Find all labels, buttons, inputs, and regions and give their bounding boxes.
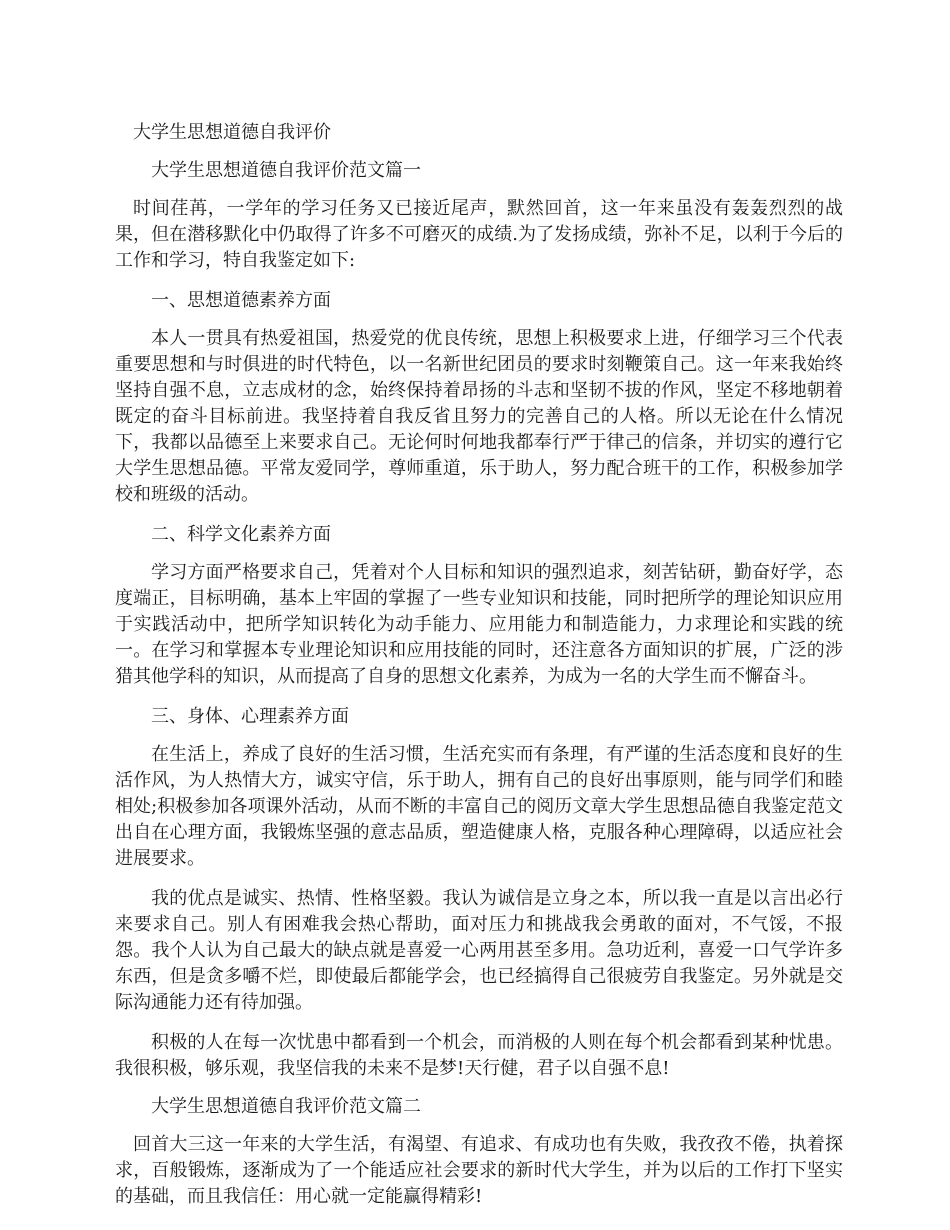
section-body-science: 学习方面严格要求自己，凭着对个人目标和知识的强烈追求，刻苦钻研，勤奋好学，态度端正，目标明确，基本上牢固的掌握了一些专业知识和技能，同时把所学的理论知识应用于实践活动中，把所学知识转化为动手能力、应用能力和制造能力，力求理论和实践的统一。在学习和掌握本专业理论知识和应用技能的同时，还注意各方面知识的扩展，广泛的涉猎其他学科的知识，从而提高了自身的思想文化素养，为成为一名的大学生而不懈奋斗。 [115, 562, 843, 687]
section-heading-moral: 一、思想道德素养方面 [151, 290, 331, 311]
subtitle-part-two: 大学生思想道德自我评价范文篇二 [151, 1096, 421, 1117]
part-two-paragraph: 回首大三这一年来的大学生活，有渴望、有追求、有成功也有失败，我孜孜不倦，执着探求，百般锻炼，逐渐成为了一个能适应社会要求的新时代大学生，并为以后的工作打下坚实的基础，而且我信任：用心就一定能赢得精彩! [115, 1134, 843, 1207]
document-title: 大学生思想道德自我评价 [133, 122, 331, 143]
section-body-health: 在生活上，养成了良好的生活习惯，生活充实而有条理，有严谨的生活态度和良好的生活作风，为人热情大方，诚实守信，乐于助人，拥有自己的良好出事原则，能与同学们和睦相处;积极参加各项课外活动，从而不断的丰富自己的阅历文章大学生思想品德自我鉴定范文出自在心理方面，我锻炼坚强的意志品质，塑造健康人格，克服各种心理障碍，以适应社会进展要求。 [115, 744, 843, 869]
intro-paragraph: 时间荏苒，一学年的学习任务又已接近尾声，默然回首，这一年来虽没有轰轰烈烈的战果，但在潜移默化中仍取得了许多不可磨灭的成绩.为了发扬成绩，弥补不足，以利于今后的工作和学习，特自我鉴定如下: [115, 198, 843, 271]
strengths-paragraph: 我的优点是诚实、热情、性格坚毅。我认为诚信是立身之本，所以我一直是以言出必行来要求自己。别人有困难我会热心帮助，面对压力和挑战我会勇敢的面对，不气馁，不报怨。我个人认为自己最大的缺点就是喜爱一心两用甚至多用。急功近利，喜爱一口气学许多东西，但是贪多嚼不烂，即使最后都能学会，也已经搞得自己很疲劳自我鉴定。另外就是交际沟通能力还有待加强。 [115, 888, 843, 1013]
section-body-moral: 本人一贯具有热爱祖国，热爱党的优良传统，思想上积极要求上进，仔细学习三个代表重要思想和与时俱进的时代特色，以一名新世纪团员的要求时刻鞭策自己。这一年来我始终坚持自强不息，立志成材的念，始终保持着昂扬的斗志和坚韧不拔的作风，坚定不移地朝着既定的奋斗目标前进。我坚持着自我反省且努力的完善自己的人格。所以无论在什么情况下，我都以品德至上来要求自己。无论何时何地我都奉行严于律己的信条，并切实的遵行它大学生思想品德。平常友爱同学，尊师重道，乐于助人，努力配合班干的工作，积极参加学校和班级的活动。 [115, 328, 843, 505]
section-heading-science: 二、科学文化素养方面 [151, 524, 331, 545]
subtitle-part-one: 大学生思想道德自我评价范文篇一 [151, 160, 421, 181]
section-heading-health: 三、身体、心理素养方面 [151, 706, 349, 727]
document-page [115, 120, 843, 1210]
closing-paragraph: 积极的人在每一次忧患中都看到一个机会，而消极的人则在每个机会都看到某种忧患。我很积极，够乐观，我坚信我的未来不是梦!天行健，君子以自强不息! [115, 1032, 843, 1079]
